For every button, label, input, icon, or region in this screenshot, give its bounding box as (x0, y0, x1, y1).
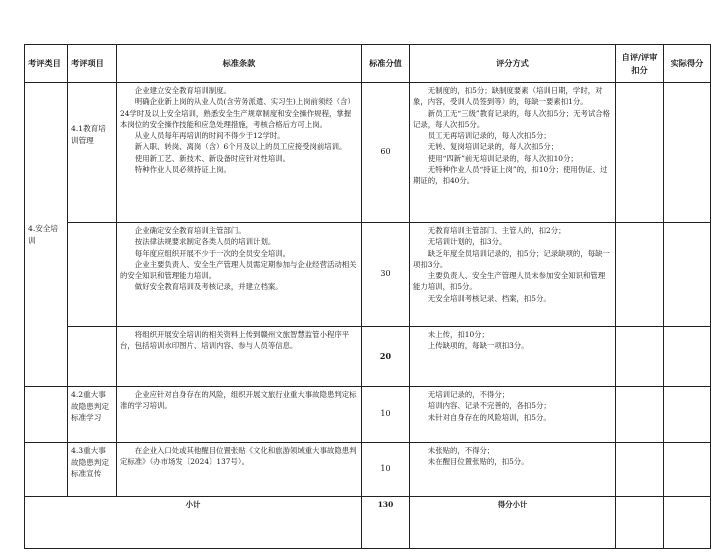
method-line: 无培训记录的，不得分； (427, 390, 510, 399)
score-cell: 10 (362, 387, 410, 443)
header-method: 评分方式 (410, 45, 616, 83)
standard-line: 企业主要负责人、安全生产管理人员需定期参加与企业经营活动相关的安全知识和管理能力培训。 (120, 259, 357, 280)
method-line: 缺乏年度全员培训记录的，扣5分；记录缺项的，每缺一项扣3分。 (413, 248, 610, 269)
category-cell-empty (25, 443, 68, 497)
method-line: 未上传，扣10分； (427, 330, 489, 339)
header-score: 标准分值 (362, 45, 410, 83)
item-cell: 4.2重大事故隐患判定标准学习 (68, 387, 117, 443)
method-line: 无制度的，扣5分；缺制度要素（培训日期，学时，对象，内容，受训人员签到等）的，每缺一要素扣1分。 (413, 86, 603, 107)
subtotal-label: 小计 (25, 497, 362, 549)
actual-score-cell[interactable] (664, 443, 711, 497)
standard-line: 企业建立安全教育培训制度。 (134, 86, 231, 95)
table-row (25, 327, 711, 387)
evaluation-table (24, 44, 711, 549)
standard-line: 做好安全教育培训及考核记录，并建立档案。 (134, 282, 283, 292)
self-eval-cell[interactable] (616, 223, 664, 327)
actual-score-cell[interactable] (664, 387, 711, 443)
header-category: 考评类目 (25, 45, 68, 83)
method-line: 未张贴的，不得分； (427, 446, 495, 455)
standard-line: 每年度应组织开展不少于一次的全员安全培训。 (134, 248, 291, 258)
item-cell: 4.3重大事故隐患判定标准宣传 (68, 443, 117, 497)
item-cell (68, 327, 117, 387)
item-cell: 4.1教育培训管理 (68, 83, 117, 223)
table-row (25, 83, 711, 223)
method-line: 员工无再培训记录的，每人次扣5分； (427, 131, 551, 140)
standard-line: 特种作业人员必须持证上岗。 (134, 164, 231, 174)
standard-line: 明确企业新上岗的从业人员(含劳务派遣、实习生)上岗前须经（含）24学时及以上安全培训，熟悉安全生产规章制度和安全操作规程，掌握本岗位的安全操作技能和应急处理措施，考核合格后方可上岗。 (120, 97, 355, 129)
table-row (25, 443, 711, 497)
method-line: 无安全培训考核记录、档案，扣5分。 (427, 293, 551, 303)
method-line: 培训内容、记录不完善的，各扣5分； (427, 401, 551, 411)
standard-cell (117, 443, 362, 497)
subtotal-row (25, 497, 711, 549)
header-standard: 标准条款 (117, 45, 362, 83)
actual-total-cell[interactable] (664, 497, 711, 549)
subtotal-score: 130 (362, 497, 410, 549)
standard-line: 新入职、转岗、离岗（含）6个月及以上的员工应接受岗前培训。 (134, 142, 347, 152)
method-line: 无特种作业人员“持证上岗”的，扣10分；使用伪证、过期证的，扣40分。 (413, 164, 608, 185)
header-self-eval: 自评/评审扣分 (616, 45, 664, 83)
standard-line: 按法律法规要求制定各类人员的培训计划。 (134, 237, 276, 247)
actual-score-cell[interactable] (664, 327, 711, 387)
standard-line: 在企业入口处或其他醒目位置张贴《文化和旅游领域重大事故隐患判定标准》（办市场发〔2024〕137号）。 (120, 446, 357, 467)
table-row (25, 387, 711, 443)
table-row (25, 223, 711, 327)
self-eval-cell[interactable] (616, 327, 664, 387)
score-cell: 10 (362, 443, 410, 497)
actual-score-cell[interactable] (664, 223, 711, 327)
score-subtotal-label: 得分小计 (410, 497, 616, 549)
method-line: 上传缺项的，每缺一项扣3分。 (427, 341, 529, 351)
self-eval-cell[interactable] (616, 83, 664, 223)
standard-line: 从业人员每年再培训的时间不得少于12学时。 (134, 131, 285, 140)
method-line: 无教育培训主管部门、主管人的，扣2分； (427, 226, 566, 235)
self-eval-total-cell[interactable] (616, 497, 664, 549)
standard-line: 企业应针对自身存在的风险，组织开展文旅行业重大事故隐患判定标准的学习培训。 (120, 390, 357, 411)
header-row (25, 45, 711, 83)
score-cell: 20 (362, 327, 410, 387)
standard-line: 使用新工艺、新技术、新设备时应针对性培训。 (134, 153, 291, 163)
standard-cell (117, 83, 362, 223)
method-cell (410, 83, 616, 223)
standard-cell (117, 387, 362, 443)
header-item: 考评项目 (68, 45, 117, 83)
category-cell-empty (25, 387, 68, 443)
method-cell (410, 327, 616, 387)
method-line: 无培训计划的，扣3分。 (427, 237, 507, 247)
method-line: 主要负责人、安全生产管理人员未参加安全知识和管理能力培训，扣5分。 (413, 271, 606, 292)
standard-line: 将组织开展安全培训的相关资料上传到赣州文旅智慧监管小程序平台，包括培训水印图片、培训内容、参与人员等信息。 (120, 330, 350, 351)
method-line: 未针对自身存在的风险培训，扣5分。 (427, 412, 551, 422)
standard-line: 企业确定安全教育培训主管部门。 (134, 226, 246, 235)
header-actual: 实际得分 (664, 45, 711, 83)
method-cell (410, 223, 616, 327)
method-line: 无转、复岗培训记录的，每人次扣5分； (427, 142, 559, 152)
item-cell (68, 223, 117, 327)
score-cell: 30 (362, 223, 410, 327)
score-cell: 60 (362, 83, 410, 223)
category-cell: 4.安全培训 (25, 83, 68, 387)
self-eval-cell[interactable] (616, 387, 664, 443)
actual-score-cell[interactable] (664, 83, 711, 223)
method-cell (410, 443, 616, 497)
self-eval-cell[interactable] (616, 443, 664, 497)
method-line: 新员工无“三级”教育记录的，每人次扣5分；无考试合格记录，每人次扣5分。 (413, 108, 611, 129)
standard-cell (117, 223, 362, 327)
standard-cell (117, 327, 362, 387)
method-cell (410, 387, 616, 443)
method-line: 未在醒目位置张贴的，扣5分。 (427, 457, 529, 467)
method-line: 使用“四新”前无培训记录的，每人次扣10分； (427, 153, 578, 163)
